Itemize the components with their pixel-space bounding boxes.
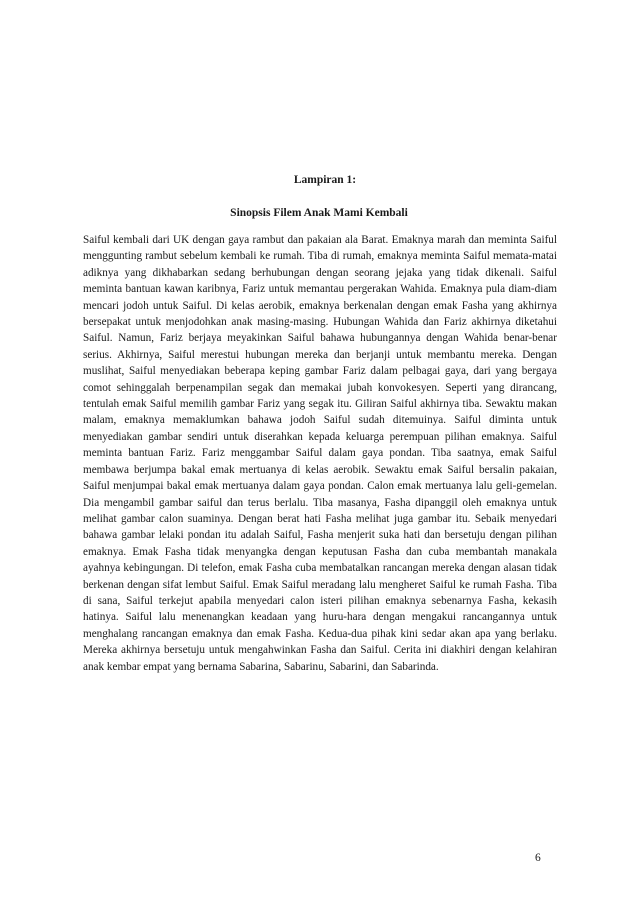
synopsis-paragraph: Saiful kembali dari UK dengan gaya rambut dan pakaian ala Barat. Emaknya marah dan meminta Saiful menggunting rambut sebelum kembali ke rumah. Tiba di rumah, emaknya meminta Saiful memata-matai adiknya yang dikhabarkan sedang berhubungan dengan seorang jejaka yang tidak dikenali. Saiful meminta bantuan kawan karibnya, Fariz untuk memantau pergerakan Wahida. Emaknya pula diam-diam mencari jodoh untuk Saiful. Di kelas aerobik, emaknya berkenalan dengan emak Fasha yang akhirnya bersepakat untuk menjodohkan anak masing-masing. Hubungan Wahida dan Fariz akhirnya diketahui Saiful. Namun, Fariz berjaya meyakinkan Saiful bahawa hubungannya dengan Wahida benar-benar serius. Akhirnya, Saiful merestui hubungan mereka dan berjanji untuk membantu mereka. Dengan muslihat, Saiful menyediakan beberapa keping gambar Fariz dalam pelbagai gaya, dari yang bergaya comot sehinggalah berpenampilan segak dan memakai jubah konvokesyen. Seperti yang dirancang, tentulah emak Saiful memilih gambar Fariz yang segak itu. Giliran Saiful akhirnya tiba. Sewaktu makan malam, emaknya memaklumkan bahawa jodoh Saiful sudah ditemuinya. Saiful diminta untuk menyediakan gambar sendiri untuk diserahkan kepada keluarga perempuan pilihan emaknya. Saiful meminta bantuan Fariz. Fariz menggambar Saiful dalam gaya pondan. Tiba saatnya, emak Saiful membawa berjumpa bakal emak mertuanya di kelas aerobik. Sewaktu emak Saiful bersalin pakaian, Saiful menjumpai bakal emak mertuanya dalam gaya pondan. Calon emak mertuanya lalu geli-gemelan. Dia mengambil gambar saiful dan terus berlalu. Tiba masanya, Fasha dipanggil oleh emaknya untuk melihat gambar calon suaminya. Dengan berat hati Fasha melihat juga gambar itu. Sebaik menyedari bahawa gambar lelaki pondan itu adalah Saiful, Fasha menjerit suka hati dan bersetuju dengan pilihan emaknya. Emak Fasha tidak menyangka dengan keputusan Fasha dan cuba membantah manakala ayahnya kebingungan. Di telefon, emak Fasha cuba membatalkan rancangan mereka dengan alasan tidak berkenan dengan sifat lembut Saiful. Emak Saiful meradang lalu mengheret Saiful ke rumah Fasha. Tiba di sana, Saiful terkejut apabila menyedari calon isteri pilihan emaknya sebenarnya Fasha, kekasih hatinya. Saiful lalu menenangkan keadaan yang huru-hara dengan mengakui rancangannya untuk menghalang rancangan emaknya dan emak Fasha. Kedua-dua pihak kini sedar akan apa yang berlaku. Mereka akhirnya bersetuju untuk mengahwinkan Fasha dan Saiful. Cerita ini diakhiri dengan kelahiran anak kembar empat yang bernama Sabarina, Sabarinu, Sabarini, dan Sabarinda. <box>83 234 557 673</box>
document-title: Sinopsis Filem Anak Mami Kembali <box>230 207 408 219</box>
appendix-label: Lampiran 1: <box>293 174 357 186</box>
page-number: 6 <box>535 852 541 864</box>
